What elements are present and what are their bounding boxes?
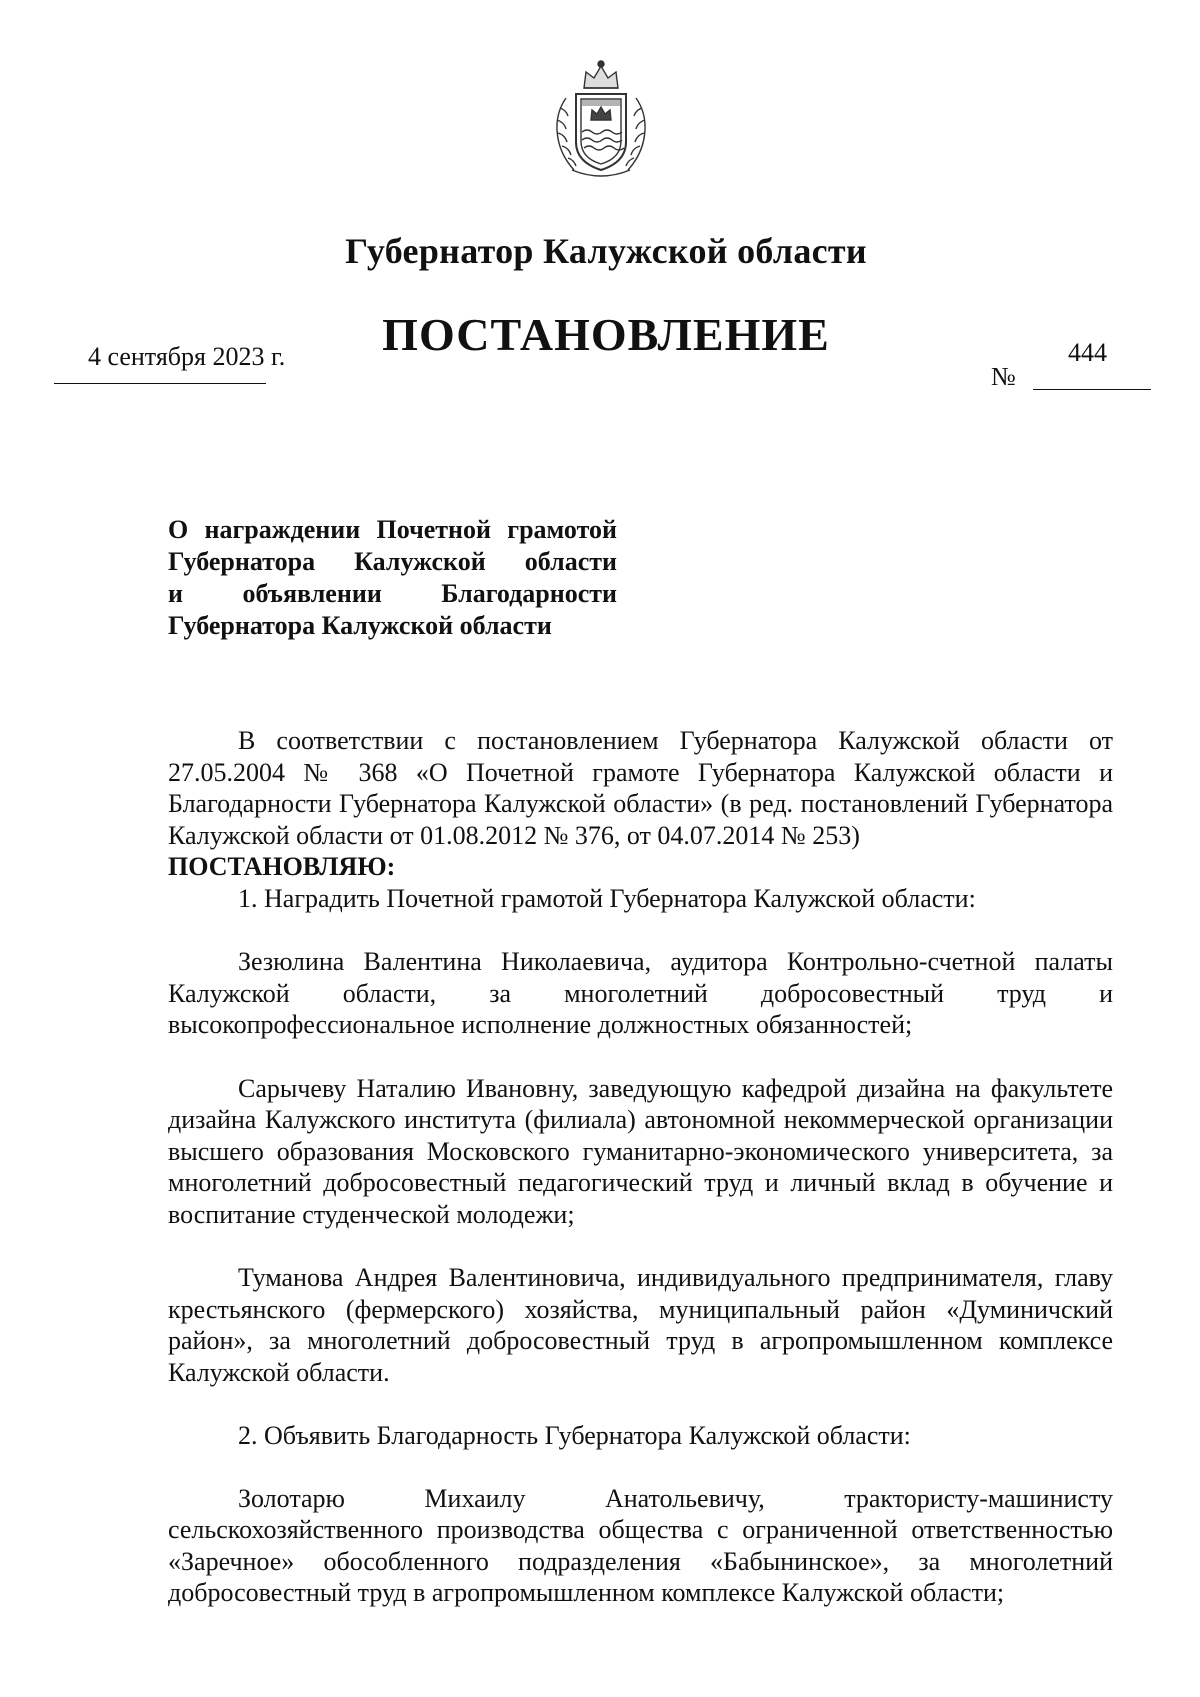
resolve-word: ПОСТАНОВЛЯЮ:	[168, 852, 396, 881]
document-type-title: ПОСТАНОВЛЕНИЕ	[382, 309, 830, 360]
subject-line: Губернатора Калужской области	[168, 547, 617, 576]
subject-line: О награждении Почетной грамотой	[168, 515, 617, 544]
org-title: Губернатор Калужской области	[345, 231, 867, 271]
coat-of-arms-icon	[544, 58, 658, 182]
award-entry: Туманова Андрея Валентиновича, индивидуального предпринимателя, главу крестьянского (фермерского) хозяйства, муниципальный район «Думиничский район», за многолетний добросовестный труд в агропромышленном комплексе Калужской области.	[168, 1263, 1113, 1387]
date-underline	[54, 383, 266, 384]
document-subject	[168, 514, 617, 642]
document-number: 444	[1068, 338, 1107, 367]
award-entry: Сарычеву Наталию Ивановну, заведующую кафедрой дизайна на факультете дизайна Калужского института (филиала) автономной некоммерческой организации высшего образования Московского гуманитарно-экономического университета, за многолетний добросовестный педагогический труд и личный вклад в обучение и воспитание студенческой молодежи;	[168, 1073, 1113, 1229]
number-underline	[1033, 389, 1151, 390]
award-entry: Зезюлина Валентина Николаевича, аудитора Контрольно-счетной палаты Калужской области, за многолетний добросовестный труд и высокопрофессиональное исполнение должностных обязанностей;	[168, 947, 1113, 1039]
document-body	[168, 725, 1113, 1609]
preamble-paragraph: В соответствии с постановлением Губернатора Калужской области от 27.05.2004 № 368 «О Почетной грамоте Губернатора Калужской области и Благодарности Губернатора Калужской области» (в ред. постановлений Губернатора Калужской области от 01.08.2012 № 376, от 04.07.2014 № 253)	[168, 726, 1113, 850]
number-sign: №	[991, 362, 1016, 391]
item-2-heading: 2. Объявить Благодарность Губернатора Калужской области:	[238, 1421, 911, 1450]
document-date: 4 сентября 2023 г.	[88, 342, 286, 371]
subject-line: Губернатора Калужской области	[168, 611, 552, 640]
gratitude-entry: Золотарю Михаилу Анатольевичу, трактористу-машинисту сельскохозяйственного производства общества с ограниченной ответственностью «Заречное» обособленного подразделения «Бабынинское», за многолетний добросовестный труд в агропромышленном комплексе Калужской области;	[168, 1483, 1113, 1607]
subject-line: и объявлении Благодарности	[168, 579, 617, 608]
item-1-heading: 1. Наградить Почетной грамотой Губернатора Калужской области:	[238, 883, 976, 913]
